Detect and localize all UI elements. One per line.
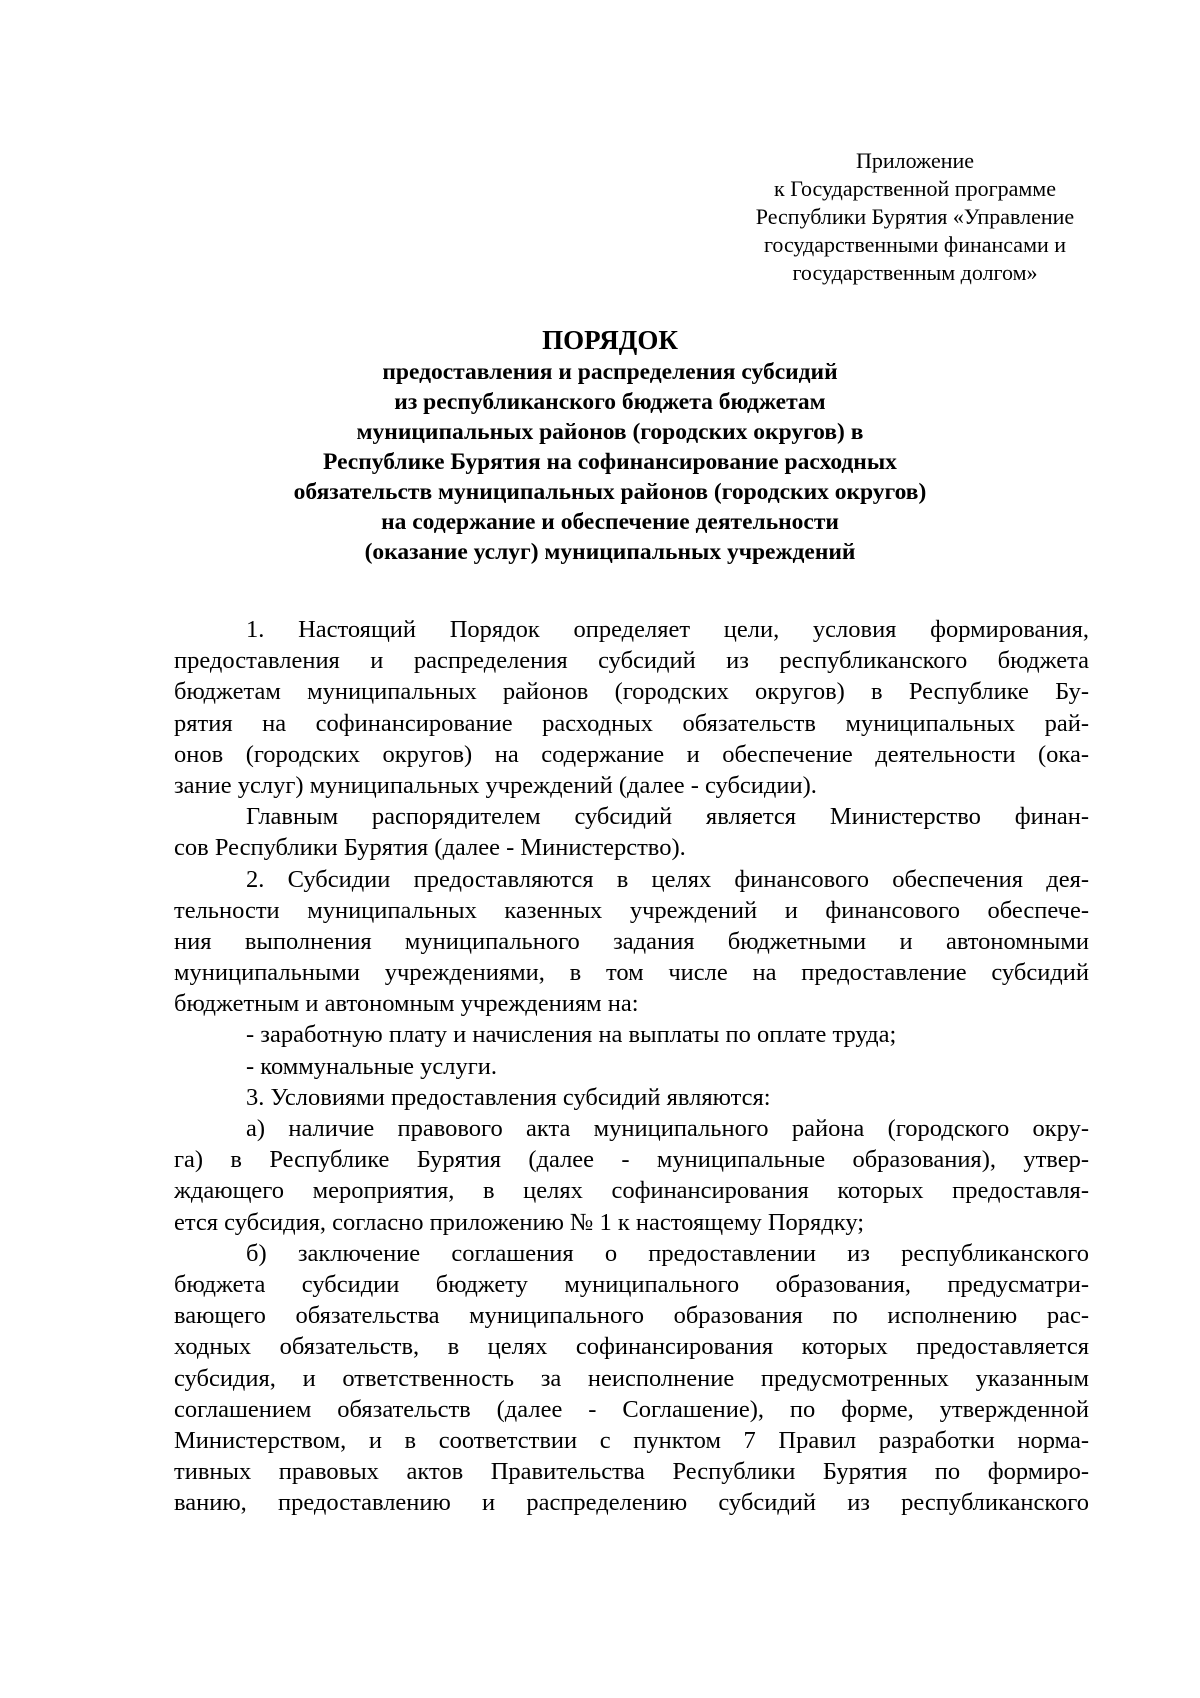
appendix-line: государственным долгом» [792,260,1038,285]
title-line: обязательств муниципальных районов (городских округов) [293,479,927,505]
body-line: муниципальными учреждениями, в том числе на предоставление субсидий [174,959,1089,987]
body-line: 3. Условиями предоставления субсидий являются: [246,1083,771,1111]
body-line: тельности муниципальных казенных учреждений и финансового обеспече- [174,896,1089,924]
body-line: ния выполнения муниципального задания бюджетными и автономными [174,927,1089,955]
body-line: ется субсидия, согласно приложению № 1 к настоящему Порядку; [174,1208,865,1236]
body-line: б) заключение соглашения о предоставлении из республиканского [246,1239,1089,1267]
title-line: предоставления и распределения субсидий [382,359,838,385]
body-line: бюджета субсидии бюджету муниципального образования, предусматри- [174,1270,1089,1298]
body-line: Главным распорядителем субсидий является Министерство финан- [246,803,1089,831]
body-line: тивных правовых актов Правительства Республики Бурятия по формиро- [174,1458,1089,1486]
body-line: соглашением обязательств (далее - Соглашение), по форме, утвержденной [174,1395,1089,1423]
appendix-line: Приложение [855,148,975,173]
body-line: зание услуг) муниципальных учреждений (далее - субсидии). [174,771,817,799]
body-line: га) в Республике Бурятия (далее - муниципальные образования), утвер- [174,1146,1089,1174]
body-line: ждающего мероприятия, в целях софинансирования которых предоставля- [174,1177,1089,1205]
body-line: предоставления и распределения субсидий из республиканского бюджета [174,647,1089,675]
appendix-line: Республики Бурятия «Управление [755,204,1075,229]
appendix-line: государственными финансами и [763,232,1067,257]
appendix-line: к Государственной программе [774,176,1056,201]
body-line: Министерством, и в соответствии с пунктом 7 Правил разработки норма- [174,1426,1089,1454]
body-line: бюджетам муниципальных районов (городских округов) в Республике Бу- [174,678,1089,706]
title-line: (оказание услуг) муниципальных учреждений [364,539,856,565]
body-line: субсидия, и ответственность за неисполнение предусмотренных указанным [174,1364,1089,1392]
body-line: вающего обязательства муниципального образования по исполнению рас- [174,1302,1089,1330]
body-line: а) наличие правового акта муниципального района (городского окру- [246,1115,1089,1142]
title-line: на содержание и обеспечение деятельности [381,509,839,535]
title-line: Республике Бурятия на софинансирование расходных [323,449,897,475]
document-body [174,614,1089,1518]
body-line: 1. Настоящий Порядок определяет цели, условия формирования, [246,616,1089,643]
title-main: ПОРЯДОК [542,325,678,355]
body-line: сов Республики Бурятия (далее - Министерство). [174,834,686,862]
body-line: рятия на софинансирование расходных обязательств муниципальных рай- [174,709,1089,737]
body-line: ходных обязательств, в целях софинансирования которых предоставляется [174,1333,1089,1361]
body-line: онов (городских округов) на содержание и обеспечение деятельности (ока- [174,740,1089,768]
body-line: - заработную плату и начисления на выплаты по оплате труда; [246,1021,897,1049]
body-line: 2. Субсидии предоставляются в целях финансового обеспечения дея- [246,865,1089,893]
body-line: - коммунальные услуги. [246,1052,498,1080]
body-line: бюджетным и автономным учреждениям на: [174,990,639,1018]
title-line: из республиканского бюджета бюджетам [394,389,826,415]
document-title [170,323,1050,567]
body-line: ванию, предоставлению и распределению субсидий из республиканского [174,1489,1089,1517]
title-line: муниципальных районов (городских округов) в [356,419,864,445]
appendix-note [700,147,1130,287]
